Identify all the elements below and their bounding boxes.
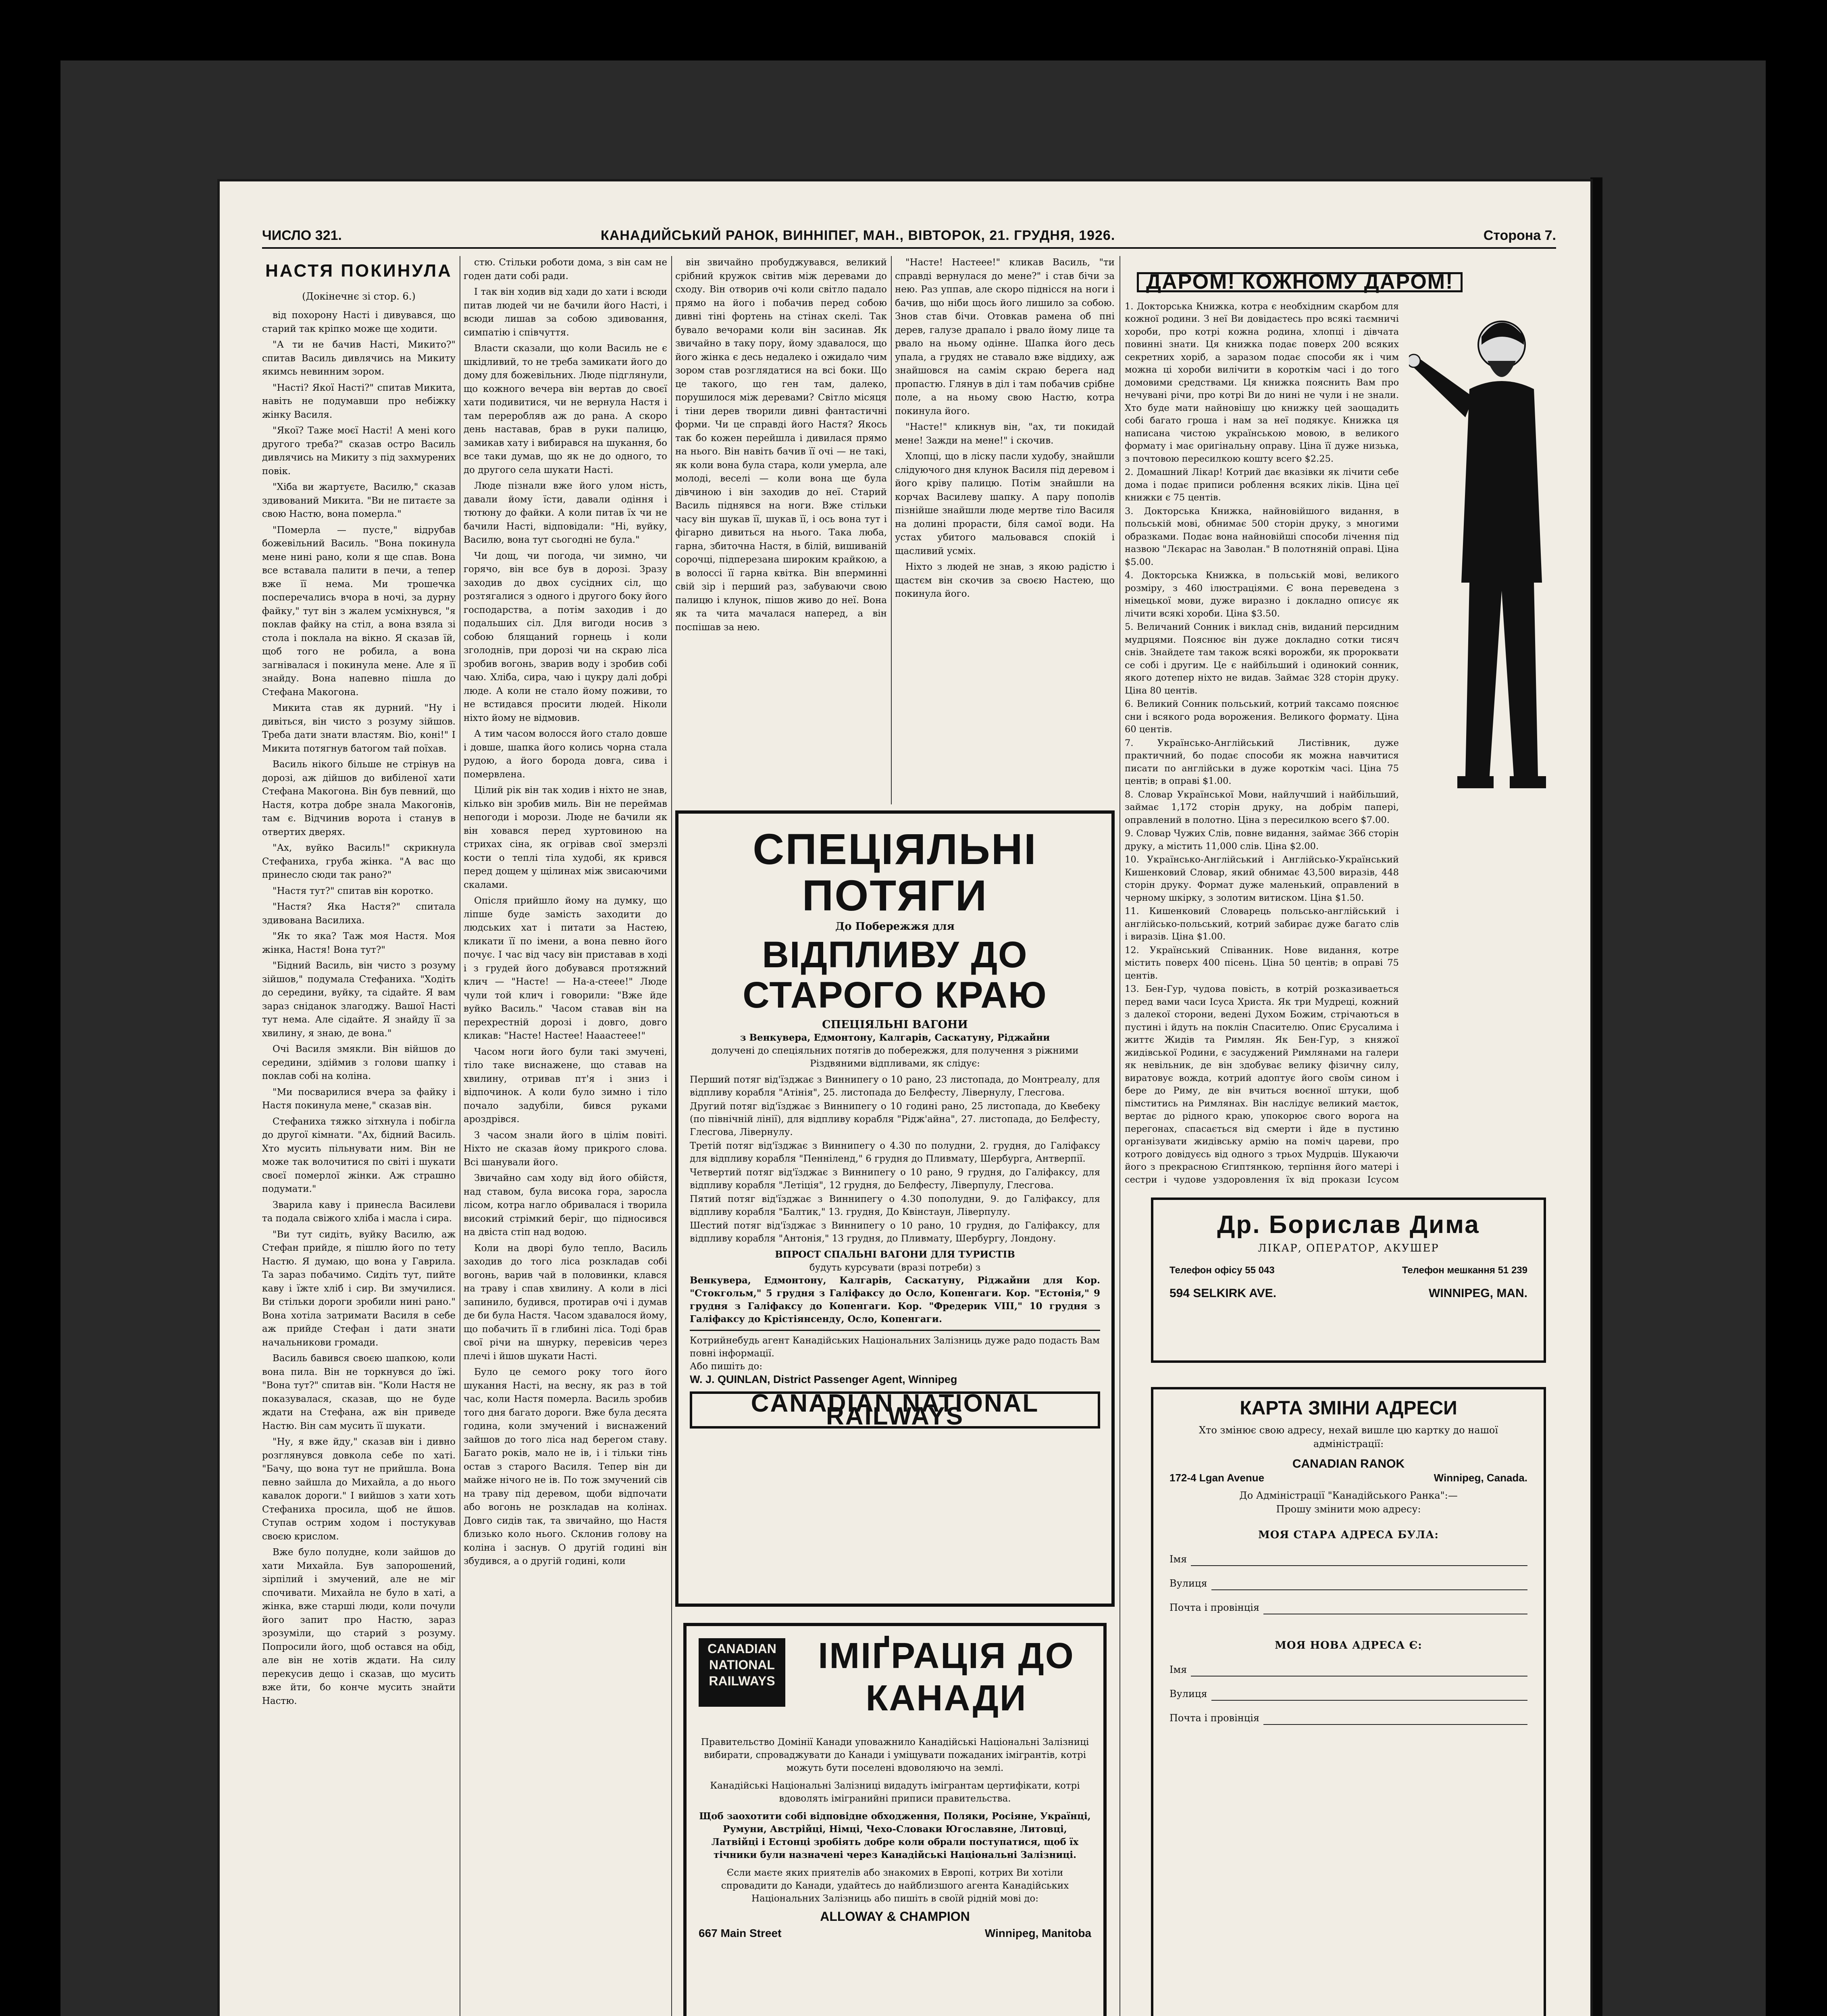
story-column-4: [895, 256, 1115, 796]
special-trains-ad: [675, 810, 1115, 1607]
imm-p2: Канадійські Національні Залізниці видадуть імігрантам цертифікати, котрі вдоволять імігранийні приписи правительства.: [710, 1781, 1080, 1804]
story-column-1: [262, 256, 456, 2016]
trains-from: з Венкувера, Едмонтону, Калгарів, Саскатуну, Ріджайни: [740, 1032, 1050, 1043]
train-entry: Третій потяг від'їзджає з Виннипегу о 4.30 по полудни, 2. грудня, до Галіфаксу для відпливу корабля "Пенніленд," 6 грудня до Пливмату, Шербурга, Антверпії.: [690, 1141, 1100, 1164]
story-paragraph: Опісля прийшло йому на думку, що ліпше буде замість заходити до людських хат і питати за Настею, кликати її по імени, а вона певно його почує. І час від часу він приставав в ході і з грудей його добувався протяжний клич — "Насте! — На-а-стеее!" Люде чули той клич і говорили: "Вже йде вуйко Василь." Часом ставав він на перехрестній дорозі і довго, довго кликав: "Насте! Настее! Наааcтеее!": [464, 896, 667, 1041]
story-paragraph: "Ви тут сидіть, вуйку Василю, аж Стефан прийде, я пішлю його по тету Настю. Я думаю, що вона у Гаврила. Та зараз побачимо. Сидіть тут, пийте каву і їжте хліб і сир. Ви змучилися. Ви стільки дороги зробили нині рано." Вона хотіла затримати Василя в себе аж прийде Стефан і дати знати начальникови громади.: [262, 1229, 456, 1348]
newspaper-page: [220, 181, 1590, 2016]
story-paragraph: А тим часом волосся його стало довше і довше, шапка його колись чорна стала рудою, а його борода довга, сива і помервлена.: [464, 729, 667, 780]
old-street-field[interactable]: [1169, 1577, 1527, 1590]
story-paragraph: він звичайно пробуджувався, великий срібний кружок світив між деревами до сходу. Він отворив очі коли світло падало прямо на його і побачив перед собою дивні тіні фортень на стінах скелі. Так бувало вечорами коли він засинав. Як звичайно в таку пору, йому здавалося, що його жінка є десь недалеко і ожидало чим зором став розглядатися на всі боки. Що це такого, що ген там, далеко, порушилося між деревами? Світло місяця і тіни дерев творили дивні фантастичні форми. Чи це справді його Настя? Якось так бо кожен перейшла і дивилася прямо на нього. Він навіть бачив її очі — не такі, як коли вона була стара, коли умерла, але молоді, веселі — коли вона ще була дівчиною і він заходив до неї. Старий Василь піднявся на ноги. Вже стільки часу він шукав її, шукав її, і ось вона тут і фігарно дивиться на нього. Така люба, гарна, збиточна Настя, в білій, вишиваній сорочці, підперезана широким крайкою, а в волоссі її гарна квітка. Він вперминні свій зір і перший раз, забуваючи свою палицю і клунок, пішов живо до неї. Вона як та чита мачалася наперед, а він поспішав за нею.: [675, 257, 887, 633]
card-request: Прошу змінити мою адресу:: [1276, 1504, 1421, 1515]
book-entry: 11. Кишенковий Словарець польсько-англійський і англійсько-польський, котрий забирає дуже багато слів і виразів. Ціна $1.00.: [1125, 906, 1399, 942]
story-paragraph: Василь бавився своєю шапкою, коли вона пила. Він не торкнувся до їжі. "Вона тут?" спитав він. "Коли Настя не показувалася, сказав, що не буде ждати на Стефана, аж він приведе Настю. Він сам мусить її шукати.: [262, 1353, 456, 1431]
imm-street: 667 Main Street: [699, 1927, 782, 1939]
tourist-cars-3: Венкувера, Едмонтону, Калгарів, Саскатуну, Ріджайни для Кор. "Стокгольм," 5 грудня з Галіфаксу до Осло, Копенгаги. Кор. "Естонія," 9 грудня з Галіфаксу до Копенгаги. Кор. "Фредерик VIII," 10 грудня з Галіфаксу до Крістіянсенду, Осло, Копенгаги.: [690, 1275, 1100, 1325]
doctor-profession: ЛІКАР, ОПЕРАТОР, АКУШЕР: [1258, 1242, 1439, 1254]
masthead-line: КАНАДИЙСЬКИЙ РАНОК, ВИННІПЕГ, МАН., ВІВТОРОК, 21. ГРУДНЯ, 1926.: [601, 228, 1115, 243]
story-paragraph: від похорону Насті і дивувався, що старий так кріпко може ще ходити.: [262, 310, 456, 334]
story-title: НАСТЯ ПОКИНУЛА: [265, 261, 452, 281]
story-paragraph: "Померла — пусте," відрубав божевільний Василь. "Вона покинула мене нині рано, коли я ще спав. Вона все вставала палити в печи, а тепер вже її нема. Ми трошечка посперечались вчора в ночі, за дурну файку," тут він з жалем усміхнувся, "я поклав файку на стіл, а вона взяла зі стола і поклала на вікно. Я сказав їй, щоб того не робила, а вона загнівалася і покинула мене. Але я її знайду. Вона напевно пішла до Стефана Макогона.: [262, 525, 456, 698]
story-column-2: [464, 256, 667, 2016]
story-column-3: [675, 256, 887, 796]
train-entry: Четвертий потяг від'їзджає з Виннипегу о 10 рано, 9 грудня, до Галіфаксу, для відпливу корабля "Летіція", 12 грудня, до Белфесту, Ліверпулу, Глесгова.: [690, 1167, 1100, 1191]
doctor-name: Др. Бориcлав Дима: [1217, 1211, 1480, 1239]
address-change-card: [1151, 1387, 1546, 2016]
continued-note: (Докінечнє зі стор. 6.): [302, 290, 416, 302]
story-paragraph: Часом ноги його були такі змучені, тіло таке виснажене, що ставав на хвилину, отривав пт'я і зниз і відпочинок. А коли було зимно і тіло почало задубіли, бився руками ароздрівся.: [464, 1046, 667, 1125]
story-paragraph: Люде пізнали вже його улом ність, давали йому їсти, давали одіння і тютюну до файки. А коли питав їх чи не бачили Насті, відповідали: "Ні, вуйку, Василю, вона тут сьогодні не була.": [464, 481, 667, 545]
story-paragraph: стю. Стільки роботи дома, з він сам не годен дати собі ради.: [464, 257, 667, 281]
story-paragraph: Василь нікого більше не стрінув на дорозі, аж дійшов до вибіленої хати Стефана Макогона. Він був певний, що Настя, котра добре знала Макогонів, там є. Відчинив ворота і станув в отвертих дверях.: [262, 759, 456, 837]
story-paragraphs-3: [675, 256, 887, 634]
card-city: Winnipeg, Canada.: [1434, 1472, 1527, 1484]
book-entry: 7. Українсько-Англійський Листівник, дуже практичний, бо подає способи як можна навчитися писати по англійськи в дуже короткім часі. Ціна 75 центів; в оправі $1.00.: [1125, 737, 1399, 786]
card-intro: Хто змінює свою адресу, нехай вишле цю картку до нашої адміністрації:: [1199, 1425, 1498, 1450]
story-paragraph: "Ми посварилися вчера за файку і Настя покинула мене," сказав він.: [262, 1087, 456, 1111]
old-name-field[interactable]: [1169, 1552, 1527, 1566]
card-paper: CANADIAN RANOK: [1292, 1457, 1405, 1470]
card-title: КАРТА ЗМІНИ АДРЕСИ: [1240, 1397, 1457, 1419]
train-list: [690, 1073, 1100, 1245]
train-entry: Перший потяг від'їзджає з Виннипегу о 10 рано, 23 листопада, до Монтреалу, для відпливу корабля "Атінія", 25. листопада до Белфесту, Лівернулу, Глесгова.: [690, 1075, 1100, 1098]
new-name-field[interactable]: [1169, 1663, 1527, 1677]
story-paragraphs-1: [262, 309, 456, 1708]
old-address-heading: МОЯ СТАРА АДРЕСА БУЛА:: [1258, 1529, 1439, 1541]
story-paragraph: "Бідний Василь, він чисто з розуму зійшов," подумала Стефаниха. "Ходіть до середини, вуйку, та сідайте. Я вам зараз сніданок злагоджу. Вашої Насті тут нема. Але сідайте. Я знайду її за хвилину, я знаю, де вона.": [262, 960, 456, 1039]
page-header: [262, 228, 1556, 249]
story-paragraph: "Ну, я вже йду," сказав він і дивно розглянувся довкола себе по хаті. "Бачу, що вона тут не прийшла. Вона певно зайшла до Михайла, а до нього кавалок дороги." І вийшов з хати хоть Стефаниха просила, щоб не йшов. Ступав острим ходом і постукував своєю крислом.: [262, 1437, 456, 1542]
imm-p4: Єсли маєте яких приятелів або знакомих в Европі, котрих Ви хотіли спровадити до Канади, удайтесь до найблизшого агента Канадійських Національних Залізниць або пишіть в своїй рідній мові до:: [721, 1868, 1069, 1904]
page-edge-strip: [1590, 177, 1602, 2016]
story-paragraph: "Насте! Настеее!" кликав Василь, "ти справді вернулася до мене?" і став бічи за нею. Раз уппав, але скоро піднісся на ноги і бачив, що ніби щось його лишило за собою. Знов став бічи. Отовкав рамена об пні дерев, галузе драпало і рвало йому лице та рвало на ньому одінне. Шапка його десь упала, а грудях не ставало вже віддиху, аж знайшовся на самім скраю берега над пропастю. Глянув в діл і там побачив срібне поле, а на ньому свою Настю, котра покинула його.: [895, 257, 1115, 417]
train-entry: Шестий потяг від'їзджає з Виннипегу о 10 рано, 10 грудня, до Галіфаксу, для відпливу корабля "Антонія," 13 грудня, до Пливмату, Шербургу, Лондону.: [690, 1220, 1100, 1244]
story-paragraph: Власти сказали, що коли Василь не є шкідливий, то не треба замикати його до дому для божевільних. Люде підглянули, що кожного вечера він вертав до своєї хати подивитися, чи не вернула Настя і там переробляв аж до рана. А скоро день наставав, брав в руки палицю, замикав хату і вибирався на шукання, бо все таки думав, що як не до одного, то до другого села шукати Насті.: [464, 343, 667, 475]
agent-name: W. J. QUINLAN, District Passenger Agent, Winnipeg: [690, 1373, 957, 1385]
book-entry: 12. Український Співанник. Нове видання, котре містить поверх 400 пісень. Ціна 50 центів; в оправі 75 центів.: [1125, 945, 1399, 981]
story-paragraph: "Ах, вуйко Василь!" скрикнула Стефаниха, груба жінка. "А вас що принесло сюди так рано?": [262, 843, 456, 880]
imm-city: Winnipeg, Manitoba: [984, 1927, 1091, 1939]
imm-p3: Щоб заохотити собі відповідне обходження, Поляки, Росіяне, Українці, Румуни, Австрійці, Німці, Чехо-Словаки Югославяне, Литовці, Латвійці і Естонці зробіять добре коли обрали поступатися, щоб їх тічники були назначені через Канадійські Національні Залізниці.: [699, 1811, 1091, 1860]
doctor-phones: [1169, 1265, 1527, 1276]
free-books-title: ДАРОМ! КОЖНОМУ ДАРОМ!: [1137, 272, 1463, 292]
street-label: Вулиця: [1169, 1578, 1207, 1589]
story-paragraph: І так він ходив від хади до хати і всюди питав людей чи не бачили його Насті, і всюди лишав за собою здивовання, симпатію і співчуття.: [464, 287, 667, 338]
immigration-ad: [683, 1623, 1107, 2016]
cnr-logo: CANADIAN NATIONAL RAILWAYS: [699, 1638, 785, 1707]
story-paragraph: Звичайно сам ходу від його обійстя, над ставом, була висока гора, заросла лісом, котра нагло обривалася і творила високий стрімкий беріг, що підносився на двіста стіп над водою.: [464, 1173, 667, 1237]
train-entry: Пятий потяг від'їзджає з Виннипегу о 4.30 пополудни, 9. до Галіфаксу, для відпливу корабля "Балтик," 13. грудня, До Квінстаун, Ліверпулу.: [690, 1194, 1100, 1217]
book-entry: 1. Докторська Книжка, котра є необхідним скарбом для кожної родини. З неї Ви довідаєтесь про всякі таємничі хороби, про котрі кожна родина, хлопці і дівчата повинні знати. Ця книжка подає поверх 200 всяких секретних хоріб, а заразом подає способи як і чим можна ці хороби вилічити в короткім часі і до того домовими средствами. Ця книжка пояснить Вам про нечувані річи, про котрі Ви до нині не чули і не знали. Хто буде мати найновішу цю книжку цей заощадить собі багато гроша і нам за неї подякує. Книжка ця написана чистою українською мовою, в великого формату і має оригінальну оправу. Ціна її дуже низька, з почтовою пересилкою кошту всего $2.25.: [1125, 301, 1399, 464]
trains-subline: До Побережжя для: [835, 921, 955, 933]
imm-firm: ALLOWAY & CHAMPION: [820, 1909, 970, 1924]
story-paragraph: Хлопці, що в ліску пасли худобу, знайшли слідуючого дня клунок Василя під деревом і його кріву палицю. Потім знайшли на корчах Василеву шапку. А пару пополів пізнійше знайшли люде мертве тіло Василя на долині прорасти, біля самої води. На устах убитого мальовався спокій і щасливий усміх.: [895, 451, 1115, 556]
story-paragraph: Ніхто з людей не знав, з якою радістю і щастєм він скочив за своєю Настею, що покинула його.: [895, 562, 1115, 599]
name-label: Імя: [1169, 1554, 1187, 1565]
issue-number: ЧИСЛО 321.: [262, 228, 342, 243]
column-rule: [671, 256, 672, 2016]
special-cars: СПЕЦІЯЛЬНІ ВАГОНИ: [822, 1018, 968, 1031]
book-entry: 6. Великий Сонник польський, котрий таксамо пояснює сни і всякого рода ворожения. Великого формату. Ціна 60 центів.: [1125, 699, 1399, 735]
imm-p1: Правительство Домінії Канади уповажнило Канадійські Національні Залізниці вибирати, спроваджувати до Канади і уміщувати пожаданих імігрантів, котрі можуть бути поселені вдоволяючо на землі.: [701, 1737, 1089, 1773]
story-paragraphs-4: [895, 256, 1115, 601]
story-paragraph: Зварила каву і принесла Василеви та подала свіжого хліба і масла і сира.: [262, 1200, 456, 1224]
book-entry: 10. Українсько-Англійський і Англійсько-Український Кишенковий Словар, який обнимає 43,500 виразів, 448 сторін друку. Формат дуже маленький, оправлений в черному шкірку, з золотим витиском. Ціна $1.50.: [1125, 854, 1399, 903]
book-entry: 8. Словар Української Мови, найлучший і найбільший, займає 1,172 сторін друку, на добрім папері, оправлений в полотно. Ціна з пересилкою всего $7.00.: [1125, 789, 1399, 825]
book-entry: 13. Бен-Гур, чудова повість, в котрій розказиваеться перед вами часи Ісуса Христа. Як три Мудреці, кожний з далекої сторони, ведені Духом Божим, стрічаються в пустині і йдуть на поклін Спасителю. Опис Єрусалима і життє Жидів та Римлян. Як Бен-Гур, з княжої жидівської Родини, є засуджений Римлянами на галери як невільник, де він здобуває велику фізичну силу, виратовує вожда, котрий адоптує його своїм сином і бере до Риму, де він вчиться воєнної штуки, щоб пімститись на Римлянах. Він наслідує великий маєток, вертає до рідного краю, упокорює свого ворога на перегонах, спасається від смерти і йде в пустиню організувати жидівську армію на поміч цареви, про котрого довідуєсь від одного з трьох Мудрців. Шукаючи його з прекрасною Єгиптянкою, терпіння його матері і сестри і чудове уздоровлення їх від прокази Ісусом: [1125, 984, 1399, 1185]
story-paragraph: Очі Василя змякли. Він війшов до середини, здіймив з голови шапку і поклав собі на коліна.: [262, 1044, 456, 1081]
story-paragraph: "Хіба ви жартуєте, Василю," сказав здивований Микита. "Ви не питаєте за свою Настю, вона померла.": [262, 482, 456, 519]
story-paragraph: Стефаниха тяжко зітхнула і побігла до другої кімнати. "Ах, бідний Василь. Хто мусить пільнувати ним. Він не може так волочитися по світі і шукати своєї померлої жінки. Аж страшно подумати.": [262, 1116, 456, 1194]
cnr-banner: CANADIAN NATIONAL RAILWAYS: [690, 1391, 1100, 1429]
book-entry: 4. Докторська Книжка, в польській мові, великого розміру, з 460 ілюстраціями. Є вона переведена з німецької мови, дуже виразно і докладно описує як лічити всякі хороби. Ціна $3.50.: [1125, 570, 1399, 619]
train-entry: Другий потяг від'їзджає з Виннипегу о 10 годині рано, 25 листопада, до Квебеку (по північній лінії), для відпливу корабля "Рідж'айна", 27. листопада, до Белфесту, Глесгова, Лівернулу.: [690, 1101, 1100, 1137]
agent-note: Котрийнебудь агент Канадійських Національних Залізниць дуже радо подасть Вам повні інформації.: [690, 1330, 1100, 1360]
office-phone: Телефон офісу 55 043: [1169, 1265, 1275, 1276]
book-entry: 2. Домашний Лікар! Котрий дає вказівки як лічити себе дома і подає приписи роблення всяких ліків. Ціна цеї книжки є 75 центів.: [1125, 467, 1399, 503]
old-post-field[interactable]: [1169, 1601, 1527, 1614]
doctor-street: 594 SELKIRK AVE.: [1169, 1287, 1277, 1300]
trains-desc: долучені до спеціяльних потягів до побережжя, для получення з ріжними Різдвяними відпливами, як слідує:: [711, 1045, 1079, 1069]
story-paragraph: Микита став як дурний. "Ну і дивіться, він чисто з розуму зійшов. Треба дати знати властям. Віо, коні!" І Микита потягнув батогом тай поїхав.: [262, 703, 456, 754]
doctor-ad: [1151, 1198, 1546, 1363]
new-street-field[interactable]: [1169, 1687, 1527, 1701]
story-paragraph: "Настя? Яка Настя?" спитала здивована Василиха.: [262, 902, 456, 926]
card-street: 172-4 Lgan Avenue: [1169, 1472, 1265, 1484]
trains-headline: СПЕЦІЯЛЬНІ ПОТЯГИ: [753, 825, 1037, 920]
book-entry: 9. Словар Чужих Слів, повне видання, займає 366 сторін друку, а містить 11,000 слів. Ціна $2.00.: [1125, 828, 1399, 852]
book-list: [1125, 300, 1399, 1188]
write-to: Або пишіть до:: [690, 1361, 763, 1372]
story-paragraph: "Настя тут?" спитав він коротко.: [273, 885, 434, 896]
post-label: Почта і провінція: [1169, 1602, 1260, 1613]
tourist-cars-2: будуть курсувати (вразі потреби) з: [809, 1262, 981, 1273]
story-paragraph: "Насте!" кликнув він, "ах, ти покидай мене! Зажди на мене!" і скочив.: [895, 422, 1115, 446]
trains-headline-2: ВІДПЛИВУ ДО СТАРОГО КРАЮ: [743, 934, 1047, 1016]
home-phone: Телефон мешкання 51 239: [1402, 1265, 1527, 1276]
street-label: Вулиця: [1169, 1688, 1207, 1699]
name-label: Імя: [1169, 1664, 1187, 1675]
doctor-city: WINNIPEG, MAN.: [1429, 1287, 1527, 1300]
tourist-cars: ВПРОСТ СПАЛЬНІ ВАГОНИ ДЛЯ ТУРИСТІВ: [775, 1249, 1015, 1260]
story-paragraph: Цілий рік він так ходив і ніхто не знав, кілько він зробив миль. Він не переймав непогоди і морози. Люде не бачили як він ховався перед хуртовиною на стрихах сіна, як огрівав свої змерзлі кости о теплі тіла худобі, як крився перед дощем у щілинах між звисаючими скалами.: [464, 785, 667, 890]
doctor-address: [1169, 1287, 1527, 1300]
story-paragraphs-2: [464, 256, 667, 1568]
story-paragraph: Було це семого року того його шукання Насті, на весну, як раз в той час, коли Настя померла. Василь зробив того дня багато дороги. Вже була десята година, коли змучений і виснажений зайшов до того ліса над берегом ставу. Багато років, мало не ів, і і тільки тінь остав з старого Василя. Тепер він ди майже нічого не ів. По тож змучений сів на траву під деревом, щоби відпочати або вогонь не розкладав на колінах. Довго сидів так, та звичайно, що Настя близько коло нього. Склонив голову на коліна і заснув. О другій годині він збудився, а о другій годині, коли: [464, 1367, 667, 1566]
post-label: Почта і провінція: [1169, 1712, 1260, 1724]
new-post-field[interactable]: [1169, 1711, 1527, 1725]
imm-address: [699, 1927, 1091, 1940]
book-entry: 3. Докторська Книжка, найновійшого видання, в польській мові, обнимає 500 сторін друку, з многими образками. Подає вона найновійші способи лічення під назвою "Лєкарас на Заволан." В полотняній оправі. Ціна $5.00.: [1125, 506, 1399, 567]
new-address-heading: МОЯ НОВА АДРЕСА Є:: [1275, 1639, 1422, 1652]
page-number: Сторона 7.: [1483, 228, 1556, 243]
story-paragraph: Коли на дворі було тепло, Василь заходив до того ліса розкладав собі вогонь, варив чай в половинки, клався на траву і спав хвилину. А коли в лісі запинило, будився, протирав очі і думав де би була Настя. Часом здавалося йому, що побачить її в глибині ліса. Тоді брав свої річи на шнурку, перевісив через плечі і йшов шукати Насті.: [464, 1243, 667, 1362]
lecturer-figure-icon: [1409, 300, 1554, 812]
story-paragraph: "А ти не бачив Насті, Микито?" спитав Василь дивлячись на Микиту якимсь невинним зором.: [262, 339, 456, 377]
story-paragraph: Чи дощ, чи погода, чи зимно, чи горячо, він все був в дорозі. Зразу заходив до двох сусідних сіл, що розтягалися з одного і другого боку його господарства, а потім заходив і до подальших сіл. Для вигоди носив з собою блящаний горнець і коли зголоднів, при дорозі чи на скраю ліса зробив вогонь, зварив воду і зробив собі чаю. Хліба, сира, чаю і цукру далі добрі люде. А коли не стало йому поживи, то не встидався просити людей. Ніколи ніхто йому не відмовив.: [464, 550, 667, 723]
story-paragraph: Вже було полудне, коли зайшов до хати Михайла. Був запорошений, зірпілий і змучений, але не міг спочивати. Михайла не було в хаті, а жінка, вже старші люди, коли почули його запит про Настю, зараз зрозуміли, що старий з розуму. Попросили його, щоб остався на обід, але він не хотів ждати. На силу перекусив дещо і сказав, що мусить вже йти, бо конче мусить знайти Настю.: [262, 1547, 456, 1706]
story-paragraph: З часом знали його в цілім повіті. Ніхто не сказав йому прикрого слова. Всі шанували його.: [464, 1130, 667, 1168]
card-paper-address: [1169, 1471, 1527, 1485]
story-paragraph: "Якої? Таже моєї Насті! А мені кого другого треба?" сказав остро Василь дивлячись на Микиту з під захмурених повік.: [262, 425, 456, 477]
card-to: До Адміністрації "Канадійського Ранка":—: [1239, 1490, 1458, 1501]
immigration-headline: ІМІҐРАЦІЯ ДО КАНАДИ: [818, 1636, 1075, 1718]
free-books-ad: [1125, 256, 1558, 1187]
book-entry: 5. Величаний Сонник і виклад снів, виданий персидним мудрцями. Пояснює він дуже докладно сотки тисяч снів. Знайдете там також всякі ворожби, як пророквати се собі і другим. Це є найбільший і одинокий сонник, якого дотепер ніхто не видав. Займає 328 сторін друку. Ціна 80 центів.: [1125, 622, 1399, 696]
column-rule: [891, 256, 892, 804]
story-paragraph: "Насті? Якої Насті?" спитав Микита, навіть не подумавши про небіжку жінку Василя.: [262, 382, 456, 420]
story-paragraph: "Як то яка? Таж моя Настя. Моя жінка, Настя! Вона тут?": [262, 931, 456, 955]
